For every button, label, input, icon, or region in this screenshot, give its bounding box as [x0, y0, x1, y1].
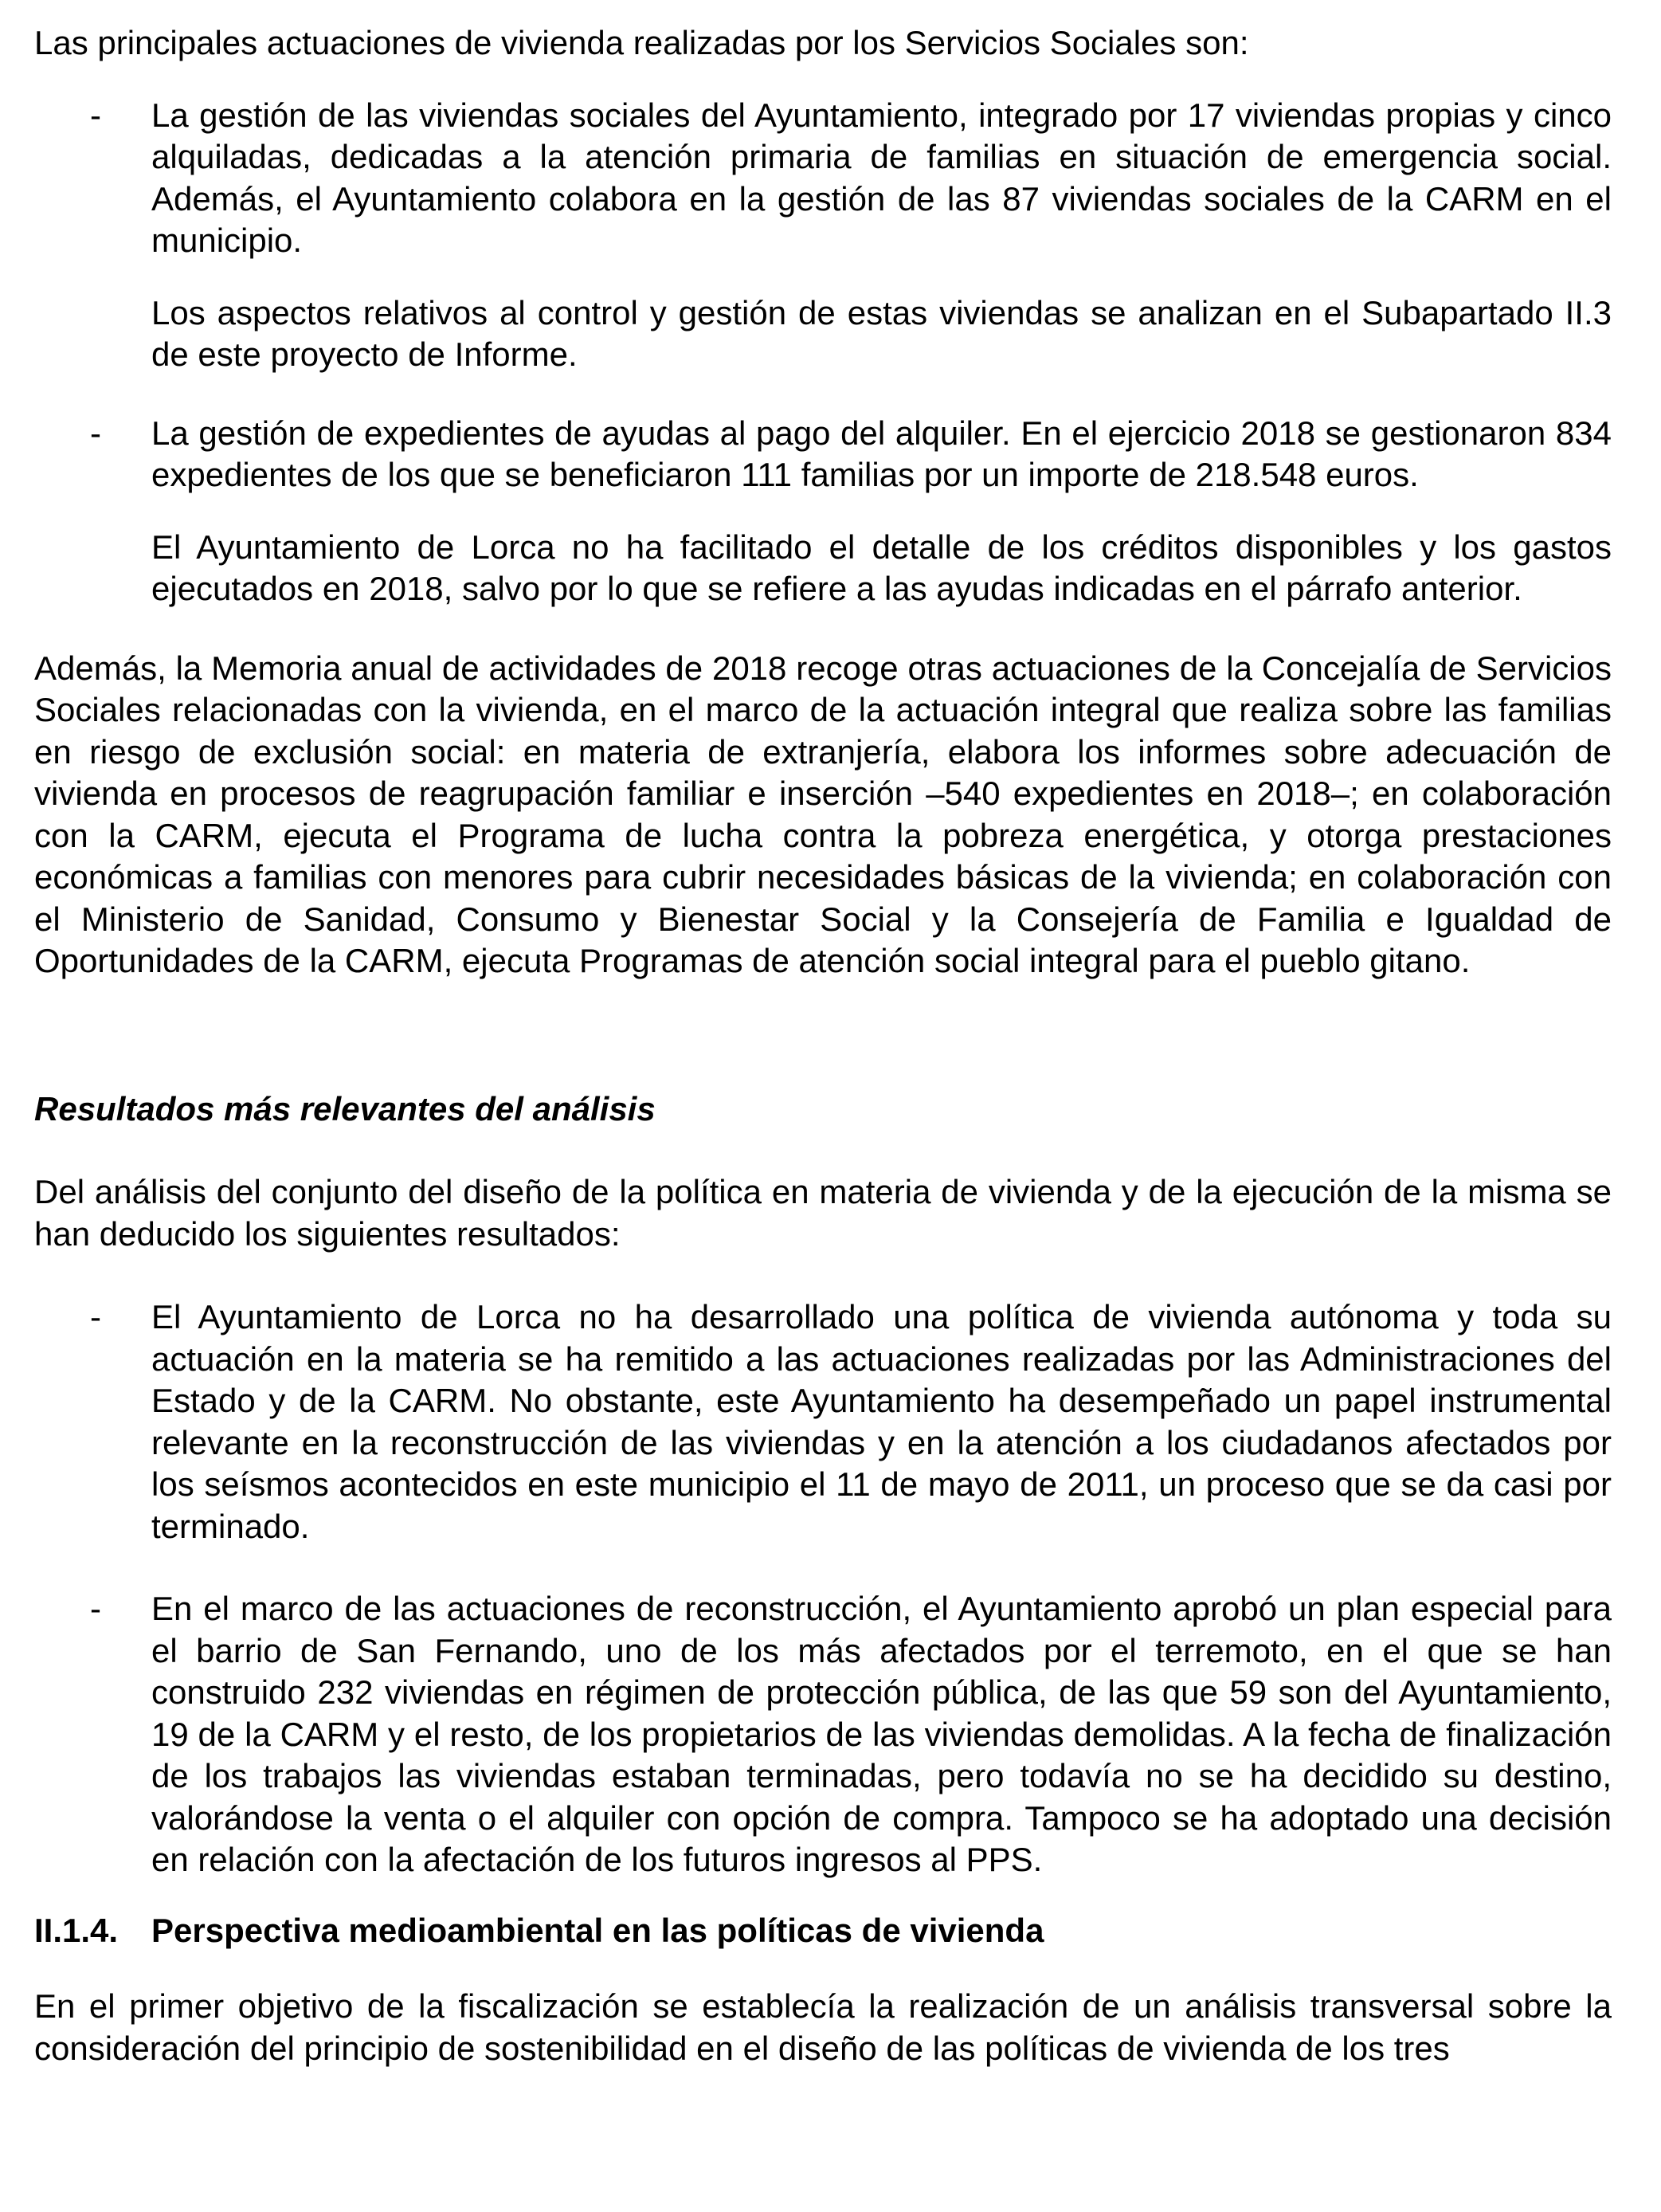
list-bullet: - — [90, 1298, 101, 1335]
list-bullet: - — [90, 96, 101, 134]
body-paragraph-del-analisis: Del análisis del conjunto del diseño de la política en materia de vivienda y de la ejecución de la misma se han deducido los siguientes resultados: — [34, 1173, 1612, 1253]
result-item-text: El Ayuntamiento de Lorca no ha desarrollado una política de vivienda autónoma y toda su actuación en la materia se ha remitido a las actuaciones realizadas por las Administraciones del Estado y de la CARM. No obstante, este Ayuntamiento ha desempeñado un papel instrumental relevante en la reconstrucción de las viviendas y en la atención a los ciudadanos afectados por los seísmos acontecidos en este municipio el 11 de mayo de 2011, un proceso que se da casi por terminado. — [151, 1298, 1612, 1545]
body-paragraph-ademas: Además, la Memoria anual de actividades de 2018 recoge otras actuaciones de la Concejalía de Servicios Sociales relacionadas con la vivienda, en el marco de la actuación integral que realiza sobre las familias en riesgo de exclusión social: en materia de extranjería, elabora los informes sobre adecuación de vivienda en procesos de reagrupación familiar e inserción –540 expedientes en 2018–; en colaboración con la CARM, ejecuta el Programa de lucha contra la pobreza energética, y otorga prestaciones económicas a familias con menores para cubrir necesidades básicas de la vivienda; en colaboración con el Ministerio de Sanidad, Consumo y Bienestar Social y la Consejería de Familia e Igualdad de Oportunidades de la CARM, ejecuta Programas de atención social integral para el pueblo gitano. — [34, 649, 1612, 979]
list-item-text: La gestión de expedientes de ayudas al pago del alquiler. En el ejercicio 2018 se gestionaron 834 expedientes de los que se beneficiaron 111 familias por un importe de 218.548 euros. — [151, 414, 1612, 493]
intro-paragraph: Las principales actuaciones de vivienda realizadas por los Servicios Sociales son: — [34, 24, 1249, 61]
list-item-note: El Ayuntamiento de Lorca no ha facilitado el detalle de los créditos disponibles y los gastos ejecutados en 2018, salvo por lo que se refiere a las ayudas indicadas en el párrafo anterior. — [151, 528, 1612, 607]
body-paragraph-final: En el primer objetivo de la fiscalización se establecía la realización de un análisis transversal sobre la consideración del principio de sostenibilidad en el diseño de las políticas de vivienda de los tres — [34, 1987, 1612, 2067]
result-item-reconstruction — [34, 1588, 1612, 1881]
list-bullet: - — [90, 1590, 101, 1627]
section-heading-number: II.1.4. — [34, 1911, 119, 1949]
result-item-policy — [34, 1296, 1612, 1547]
result-item-text: En el marco de las actuaciones de reconstrucción, el Ayuntamiento aprobó un plan especial para el barrio de San Fernando, uno de los más afectados por el terremoto, en el que se han construido 232 viviendas en régimen de protección pública, de las que 59 son del Ayuntamiento, 19 de la CARM y el resto, de los propietarios de las viviendas demolidas. A la fecha de finalización de los trabajos las viviendas estaban terminadas, pero todavía no se ha decidido su destino, valorándose la venta o el alquiler con opción de compra. Tampoco se ha adoptado una decisión en relación con la afectación de los futuros ingresos al PPS. — [151, 1590, 1612, 1878]
list-item-social-housing — [34, 95, 1612, 262]
section-title: Resultados más relevantes del análisis — [34, 1089, 656, 1128]
list-bullet: - — [90, 414, 101, 452]
section-heading — [34, 1910, 1612, 1952]
list-item-note: Los aspectos relativos al control y gestión de estas viviendas se analizan en el Subapartado II.3 de este proyecto de Informe. — [151, 293, 1612, 373]
section-heading-title: Perspectiva medioambiental en las políticas de vivienda — [151, 1911, 1044, 1949]
list-item-rent-aid — [34, 413, 1612, 496]
document-page — [34, 22, 1612, 2069]
list-item-text: La gestión de las viviendas sociales del Ayuntamiento, integrado por 17 viviendas propias y cinco alquiladas, dedicadas a la atención primaria de familias en situación de emergencia social. Además, el Ayuntamiento colabora en la gestión de las 87 viviendas sociales de la CARM en el municipio. — [151, 96, 1612, 259]
